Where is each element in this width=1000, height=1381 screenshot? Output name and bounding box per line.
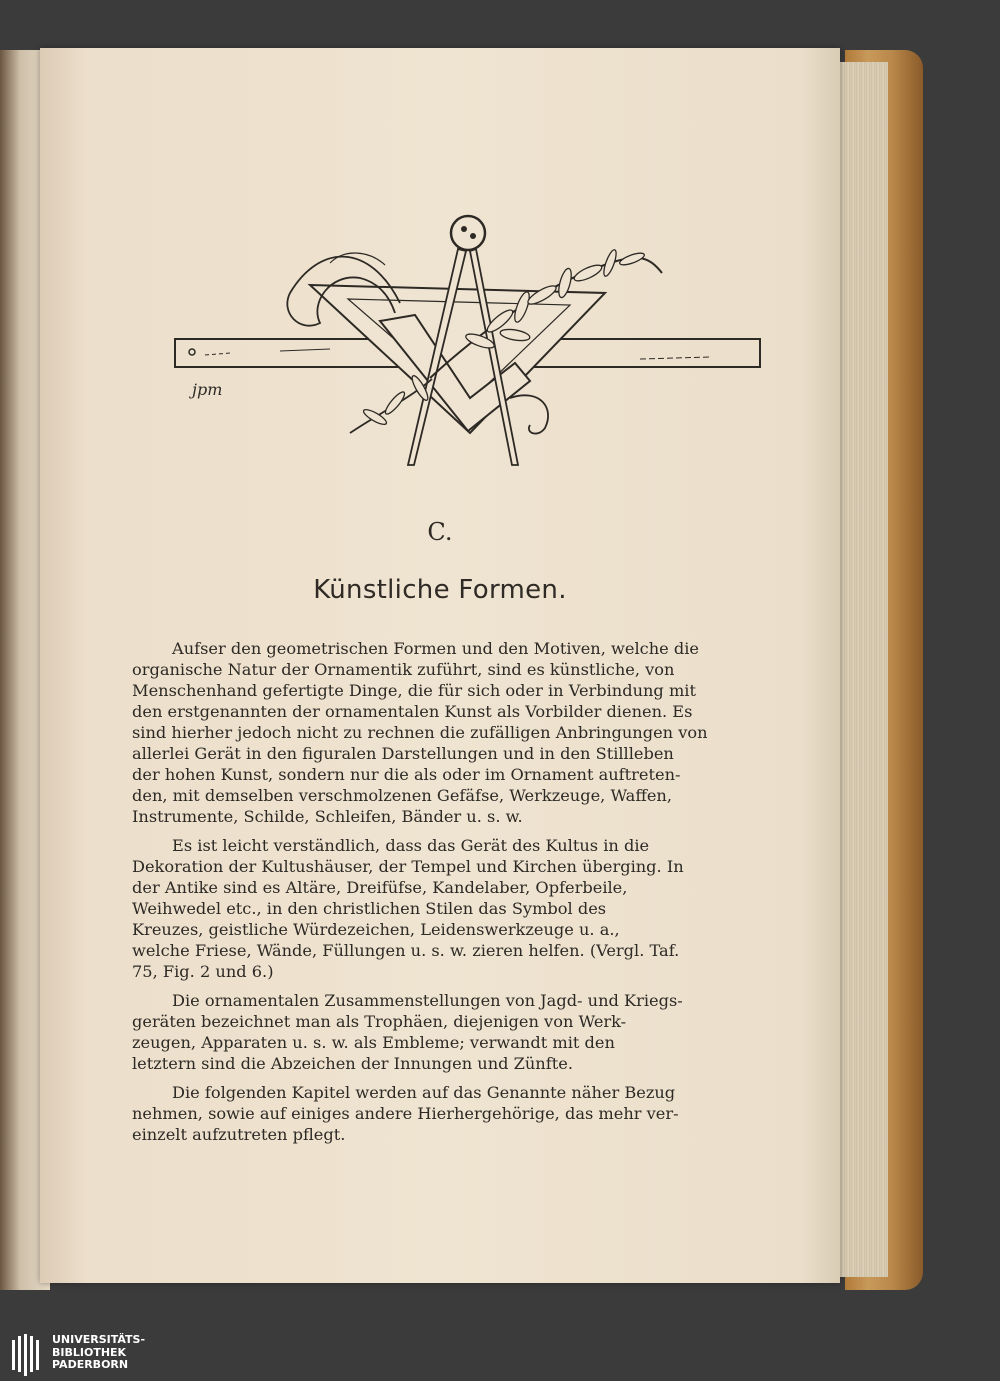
text-line: Dekoration der Kultushäuser, der Tempel und Kirchen überging. In bbox=[132, 857, 684, 876]
section-letter: C. bbox=[427, 518, 453, 546]
text-line: geräten bezeichnet man als Trophäen, diejenigen von Werk- bbox=[132, 1012, 627, 1031]
paragraph bbox=[132, 1082, 752, 1145]
logo-line: UNIVERSITÄTS- bbox=[52, 1333, 146, 1346]
text-line: Weihwedel etc., in den christlichen Stilen das Symbol des bbox=[132, 899, 607, 918]
text-line: nehmen, sowie auf einiges andere Hierhergehörige, das mehr ver- bbox=[132, 1104, 679, 1123]
paragraph bbox=[132, 835, 752, 982]
text-line: sind hierher jedoch nicht zu rechnen die zufälligen Anbringungen von bbox=[132, 723, 708, 742]
logo-line: BIBLIOTHEK bbox=[52, 1345, 127, 1359]
text-line: den, mit demselben verschmolzenen Gefäfse, Werkzeuge, Waffen, bbox=[132, 786, 672, 805]
ribbon-right bbox=[510, 395, 548, 433]
text-line: allerlei Gerät in den figuralen Darstellungen und in den Stillleben bbox=[132, 744, 674, 763]
text-line: Menschenhand gefertigte Dinge, die für sich oder in Verbindung mit bbox=[132, 681, 696, 700]
text-line: welche Friese, Wände, Füllungen u. s. w. zieren helfen. (Vergl. Taf. bbox=[132, 941, 680, 960]
text-line: 75, Fig. 2 und 6.) bbox=[132, 962, 274, 981]
text-line: einzelt aufzutreten pflegt. bbox=[132, 1125, 346, 1144]
body-text bbox=[132, 638, 752, 1153]
compass-square-ornament bbox=[170, 203, 770, 473]
artist-signature: jpm bbox=[192, 380, 223, 399]
text-line: der Antike sind es Altäre, Dreifüfse, Kandelaber, Opferbeile, bbox=[132, 878, 628, 897]
paragraph bbox=[132, 638, 752, 827]
text-line: zeugen, Apparaten u. s. w. als Embleme; verwandt mit den bbox=[132, 1033, 615, 1052]
compass-hinge bbox=[451, 216, 485, 250]
viewer-footer bbox=[0, 1330, 1000, 1381]
book-page bbox=[40, 48, 840, 1283]
text-line: letztern sind die Abzeichen der Innungen und Zünfte. bbox=[132, 1054, 573, 1073]
library-logo-icon bbox=[12, 1334, 46, 1376]
text-line: organische Natur der Ornamentik zuführt, sind es künstliche, von bbox=[132, 660, 675, 679]
text-line: Instrumente, Schilde, Schleifen, Bänder u. s. w. bbox=[132, 807, 523, 826]
paragraph bbox=[132, 990, 752, 1074]
page-stack-edges bbox=[840, 62, 888, 1277]
logo-line: PADERBORN bbox=[52, 1358, 129, 1371]
text-line: den erstgenannten der ornamentalen Kunst als Vorbilder dienen. Es bbox=[132, 702, 693, 721]
text-line: Kreuzes, geistliche Würdezeichen, Leidenswerkzeuge u. a., bbox=[132, 920, 620, 939]
section-title: Künstliche Formen. bbox=[313, 575, 567, 605]
text-line: Es ist leicht verständlich, dass das Gerät des Kultus in die bbox=[172, 836, 650, 855]
library-logo-text[interactable] bbox=[52, 1334, 145, 1372]
text-line: Die folgenden Kapitel werden auf das Genannte näher Bezug bbox=[172, 1083, 676, 1102]
text-line: Aufser den geometrischen Formen und den Motiven, welche die bbox=[172, 639, 699, 658]
text-line: der hohen Kunst, sondern nur die als oder im Ornament auftreten- bbox=[132, 765, 681, 784]
text-line: Die ornamentalen Zusammenstellungen von Jagd- und Kriegs- bbox=[172, 991, 683, 1010]
